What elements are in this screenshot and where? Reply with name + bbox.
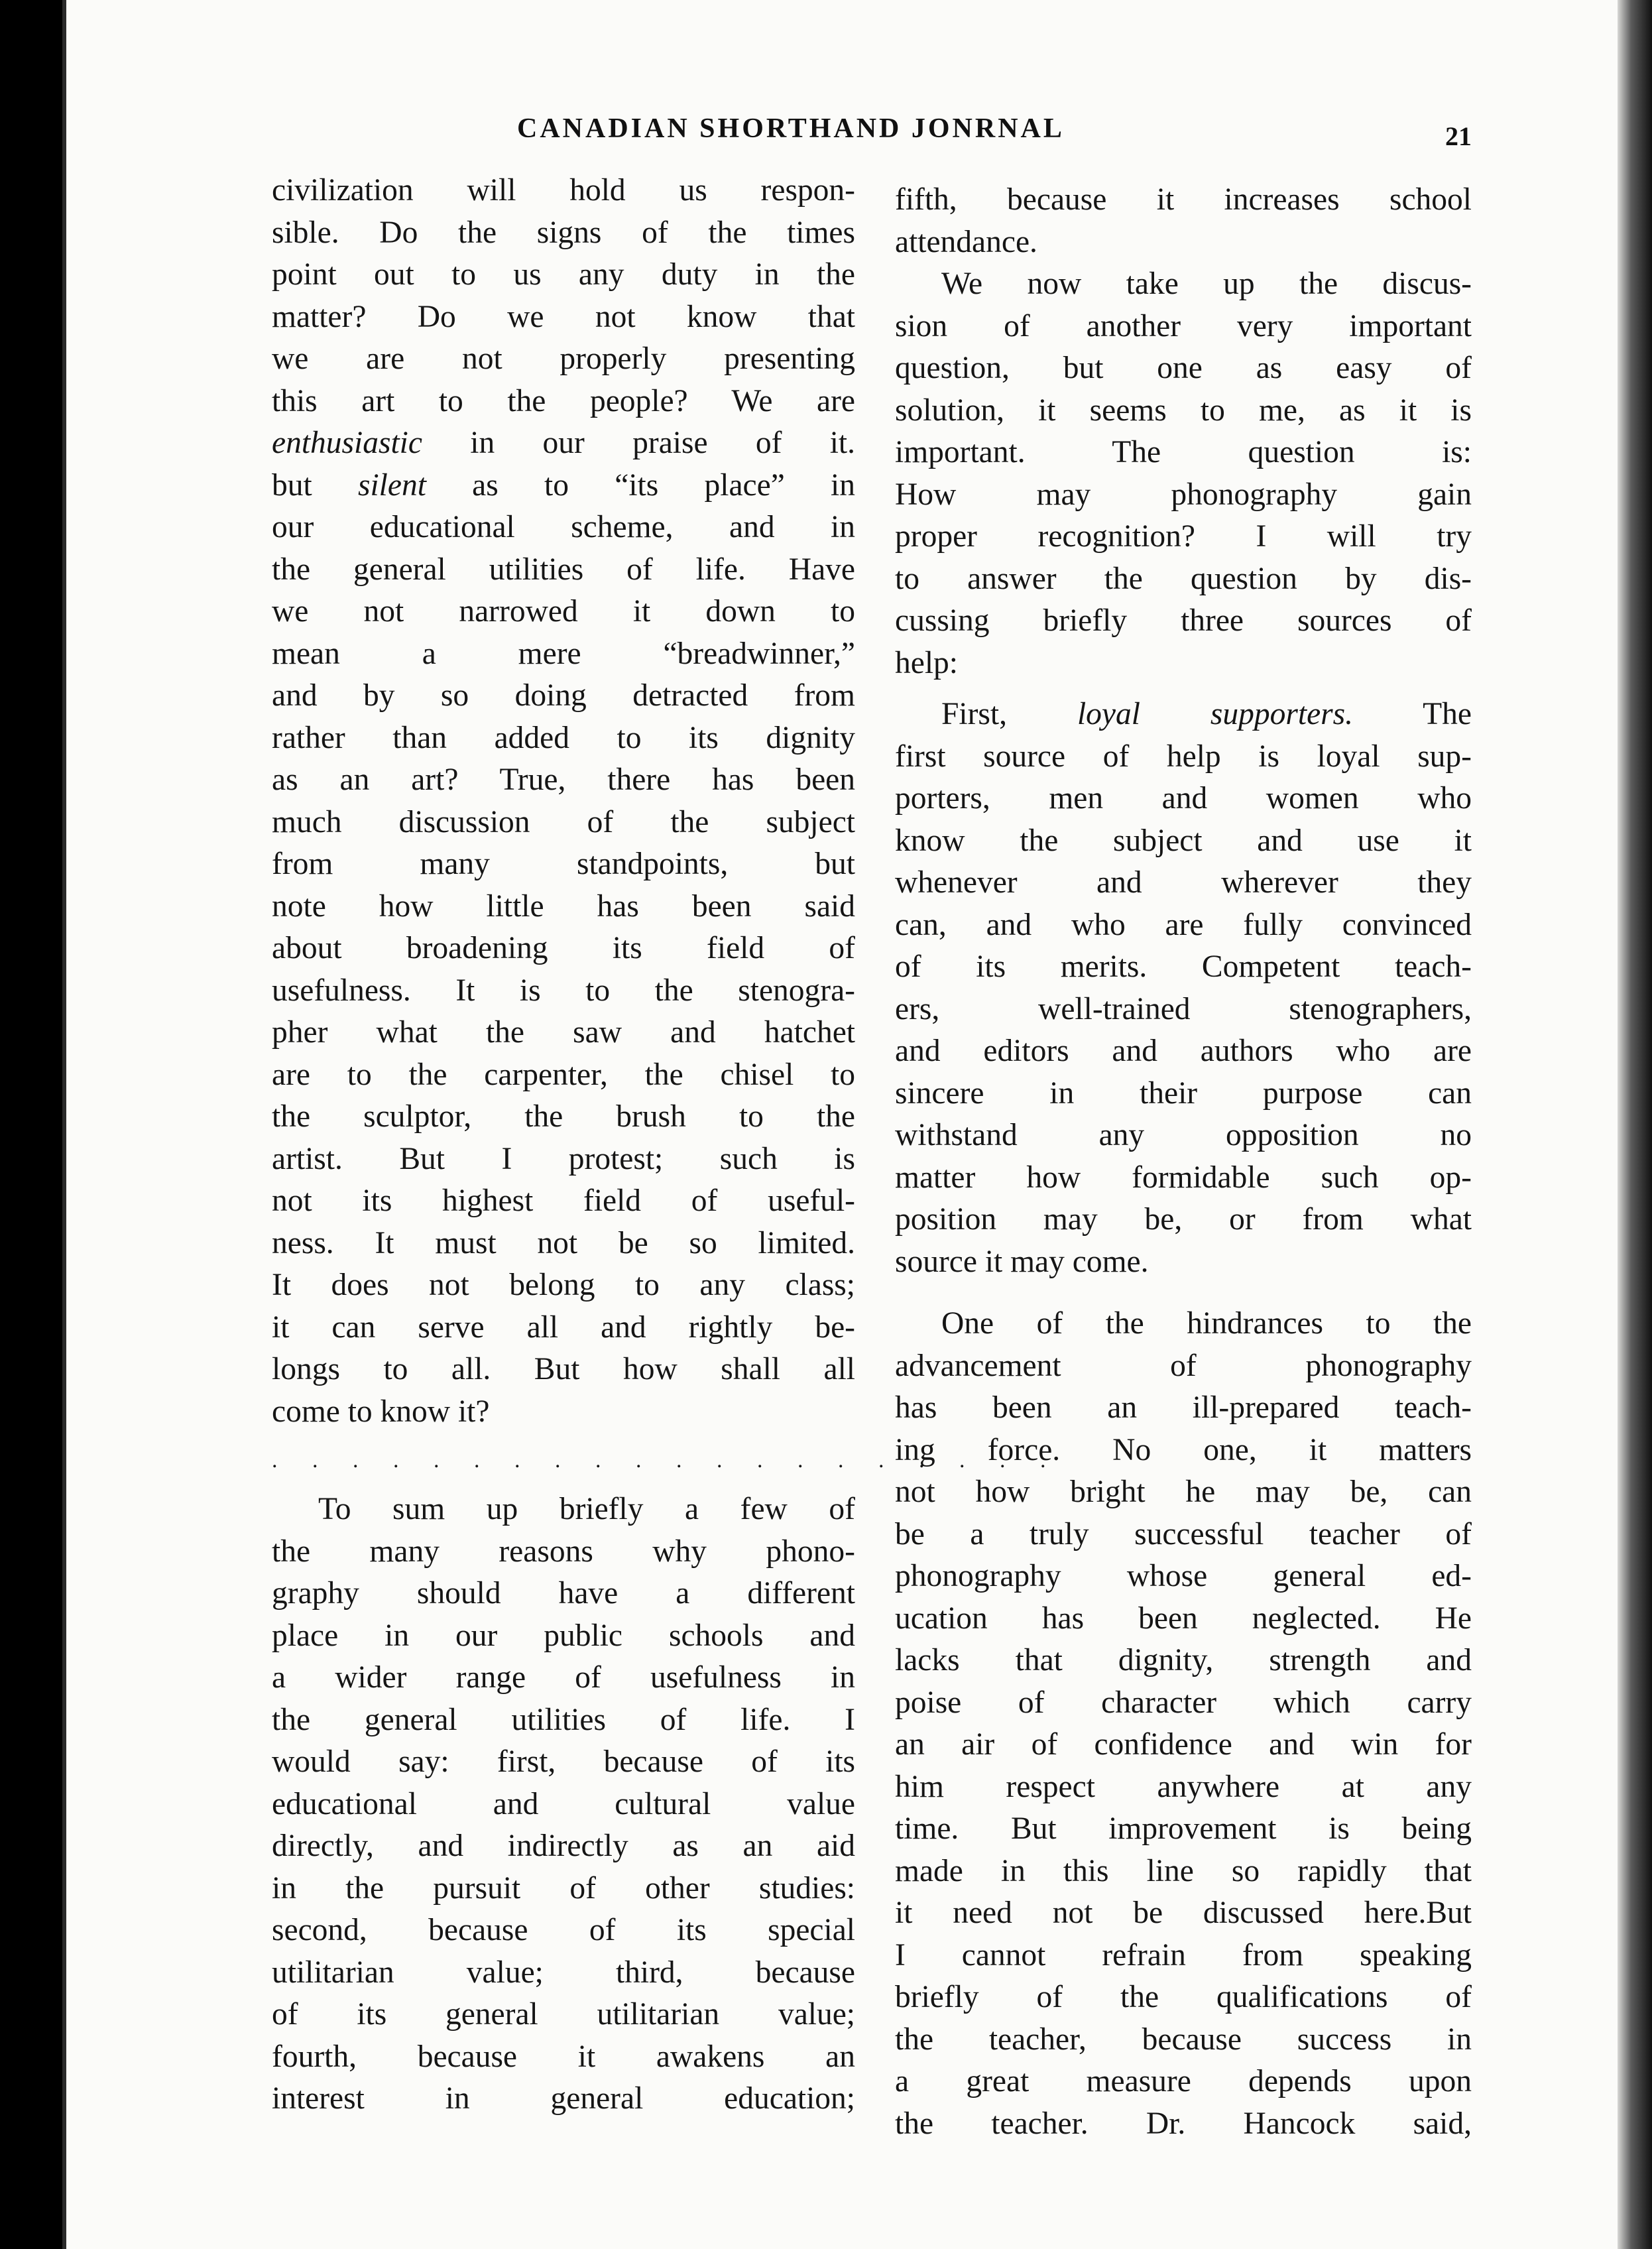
ellipsis-divider: . . . . . . . . . . . . . . . . . . . . xyxy=(272,1448,1061,1473)
text-line: civilization will hold us respon- xyxy=(272,173,855,208)
text-line: the sculptor, the brush to the xyxy=(272,1099,855,1134)
text-line: him respect anywhere at any xyxy=(895,1769,1472,1804)
text-line: can, and who are fully convinced xyxy=(895,907,1472,942)
text-line: educational and cultural value xyxy=(272,1786,855,1821)
text-line: as an art? True, there has been xyxy=(272,762,855,797)
text-line: ing force. No one, it matters xyxy=(895,1432,1472,1467)
text-line: withstand any opposition no xyxy=(895,1118,1472,1152)
text-line: ucation has been neglected. He xyxy=(895,1601,1472,1636)
text-line: I cannot refrain from speaking xyxy=(895,1937,1472,1973)
text-line: this art to the people? We are xyxy=(272,383,855,418)
text-line xyxy=(272,465,855,507)
text-line: has been an ill-prepared teach- xyxy=(895,1390,1472,1425)
text-line: It does not belong to any class; xyxy=(272,1268,855,1302)
text-line: come to know it? xyxy=(272,1394,490,1429)
text-line: second, because of its special xyxy=(272,1913,855,1947)
text-line: One of the hindrances to the xyxy=(941,1306,1472,1341)
text-line: we are not properly presenting xyxy=(272,341,855,376)
right-paragraph-3 xyxy=(895,694,1472,1283)
text-segment: The xyxy=(1353,697,1472,731)
text-line: utilitarian value; third, because xyxy=(272,1955,855,1990)
text-line: and by so doing detracted from xyxy=(272,678,855,713)
text-segment: silent xyxy=(357,467,426,503)
text-line: lacks that dignity, strength and xyxy=(895,1643,1472,1677)
running-header: CANADIAN SHORTHAND JONRNAL xyxy=(517,113,1065,144)
text-line: directly, and indirectly as an aid xyxy=(272,1829,855,1863)
text-line: to answer the question by dis- xyxy=(895,561,1472,596)
left-paragraph-1 xyxy=(272,170,855,1433)
left-paragraph-2 xyxy=(272,1489,855,2120)
text-line: point out to us any duty in the xyxy=(272,257,855,292)
text-line: help: xyxy=(895,645,958,680)
text-line: briefly of the qualifications of xyxy=(895,1980,1472,2014)
text-line: are to the carpenter, the chisel to xyxy=(272,1057,855,1092)
text-line: porters, men and women who xyxy=(895,781,1472,816)
text-line: longs to all. But how shall all xyxy=(272,1352,855,1386)
text-line: ness. It must not be so limited. xyxy=(272,1225,855,1260)
right-paragraph-4 xyxy=(895,1303,1472,2145)
text-line: it need not be discussed here.But xyxy=(895,1896,1472,1930)
text-line: artist. But I protest; such is xyxy=(272,1141,855,1176)
text-line: cussing briefly three sources of xyxy=(895,603,1472,638)
text-line: the teacher. Dr. Hancock said, xyxy=(895,2106,1472,2141)
text-line: a wider range of usefulness in xyxy=(272,1660,855,1695)
text-line: sion of another very important xyxy=(895,308,1472,343)
text-line: poise of character which carry xyxy=(895,1685,1472,1720)
text-line: the general utilities of life. Have xyxy=(272,552,855,587)
text-line: To sum up briefly a few of xyxy=(318,1492,855,1526)
text-line: the teacher, because success in xyxy=(895,2022,1472,2057)
scan-right-edge xyxy=(1618,0,1652,2249)
right-paragraph-1 xyxy=(895,179,1472,263)
text-segment: in our praise of it. xyxy=(422,426,855,460)
text-line: would say: first, because of its xyxy=(272,1744,855,1779)
text-line: matter? Do we not know that xyxy=(272,299,855,334)
text-line: position may be, or from what xyxy=(895,1202,1472,1237)
text-line: the many reasons why phono- xyxy=(272,1534,855,1569)
text-line: of its merits. Competent teach- xyxy=(895,949,1472,984)
text-line: place in our public schools and xyxy=(272,1618,855,1653)
text-line: not how bright he may be, can xyxy=(895,1475,1472,1509)
text-line: usefulness. It is to the stenogra- xyxy=(272,973,855,1008)
text-line: we not narrowed it down to xyxy=(272,594,855,629)
text-line: not its highest field of useful- xyxy=(272,1184,855,1218)
text-line: our educational scheme, and in xyxy=(272,510,855,544)
text-segment: as to “its place” in xyxy=(426,467,856,503)
text-line: an air of confidence and win for xyxy=(895,1727,1472,1762)
text-line: phonography whose general ed- xyxy=(895,1559,1472,1593)
text-line: from many standpoints, but xyxy=(272,847,855,881)
right-paragraph-2 xyxy=(895,263,1472,684)
text-line xyxy=(895,694,1472,736)
text-line: and editors and authors who are xyxy=(895,1034,1472,1068)
text-line: We now take up the discus- xyxy=(941,267,1472,301)
text-line: question, but one as easy of xyxy=(895,351,1472,385)
text-line: be a truly successful teacher of xyxy=(895,1516,1472,1551)
text-line: much discussion of the subject xyxy=(272,804,855,839)
text-line: source it may come. xyxy=(895,1244,1149,1279)
text-line: graphy should have a different xyxy=(272,1576,855,1611)
text-line xyxy=(272,422,855,465)
text-line: solution, it seems to me, as it is xyxy=(895,393,1472,428)
text-segment: loyal supporters. xyxy=(1077,697,1354,731)
text-line: time. But improvement is being xyxy=(895,1811,1472,1846)
text-line: attendance. xyxy=(895,224,1037,259)
text-segment: enthusiastic xyxy=(272,426,422,460)
text-line: sible. Do the signs of the times xyxy=(272,215,855,250)
text-line: rather than added to its dignity xyxy=(272,720,855,755)
text-line: fourth, because it awakens an xyxy=(272,2039,855,2074)
text-line: about broadening its field of xyxy=(272,931,855,965)
page-number: 21 xyxy=(1445,121,1472,151)
text-line: note how little has been said xyxy=(272,888,855,924)
text-line: know the subject and use it xyxy=(895,823,1472,858)
text-line: a great measure depends upon xyxy=(895,2064,1472,2098)
text-line: whenever and wherever they xyxy=(895,865,1472,900)
text-line: advancement of phonography xyxy=(895,1348,1472,1383)
text-line: of its general utilitarian value; xyxy=(272,1997,855,2032)
text-line: it can serve all and rightly be- xyxy=(272,1309,855,1345)
text-line: first source of help is loyal sup- xyxy=(895,739,1472,774)
text-line: important. The question is: xyxy=(895,435,1472,469)
text-line: pher what the saw and hatchet xyxy=(272,1015,855,1050)
right-column xyxy=(895,179,1472,2145)
text-line: mean a mere “breadwinner,” xyxy=(272,636,855,671)
text-line: fifth, because it increases school xyxy=(895,182,1472,217)
text-line: sincere in their purpose can xyxy=(895,1075,1472,1111)
text-line: interest in general education; xyxy=(272,2081,855,2116)
text-segment: but xyxy=(272,467,358,503)
text-line: made in this line so rapidly that xyxy=(895,1853,1472,1888)
text-line: matter how formidable such op- xyxy=(895,1160,1472,1195)
text-line: in the pursuit of other studies: xyxy=(272,1870,855,1906)
text-line: ers, well-trained stenographers, xyxy=(895,991,1472,1026)
text-segment: First, xyxy=(941,697,1077,731)
text-line: How may phonography gain xyxy=(895,477,1472,512)
text-line: the general utilities of life. I xyxy=(272,1702,855,1737)
text-line: proper recognition? I will try xyxy=(895,519,1472,554)
